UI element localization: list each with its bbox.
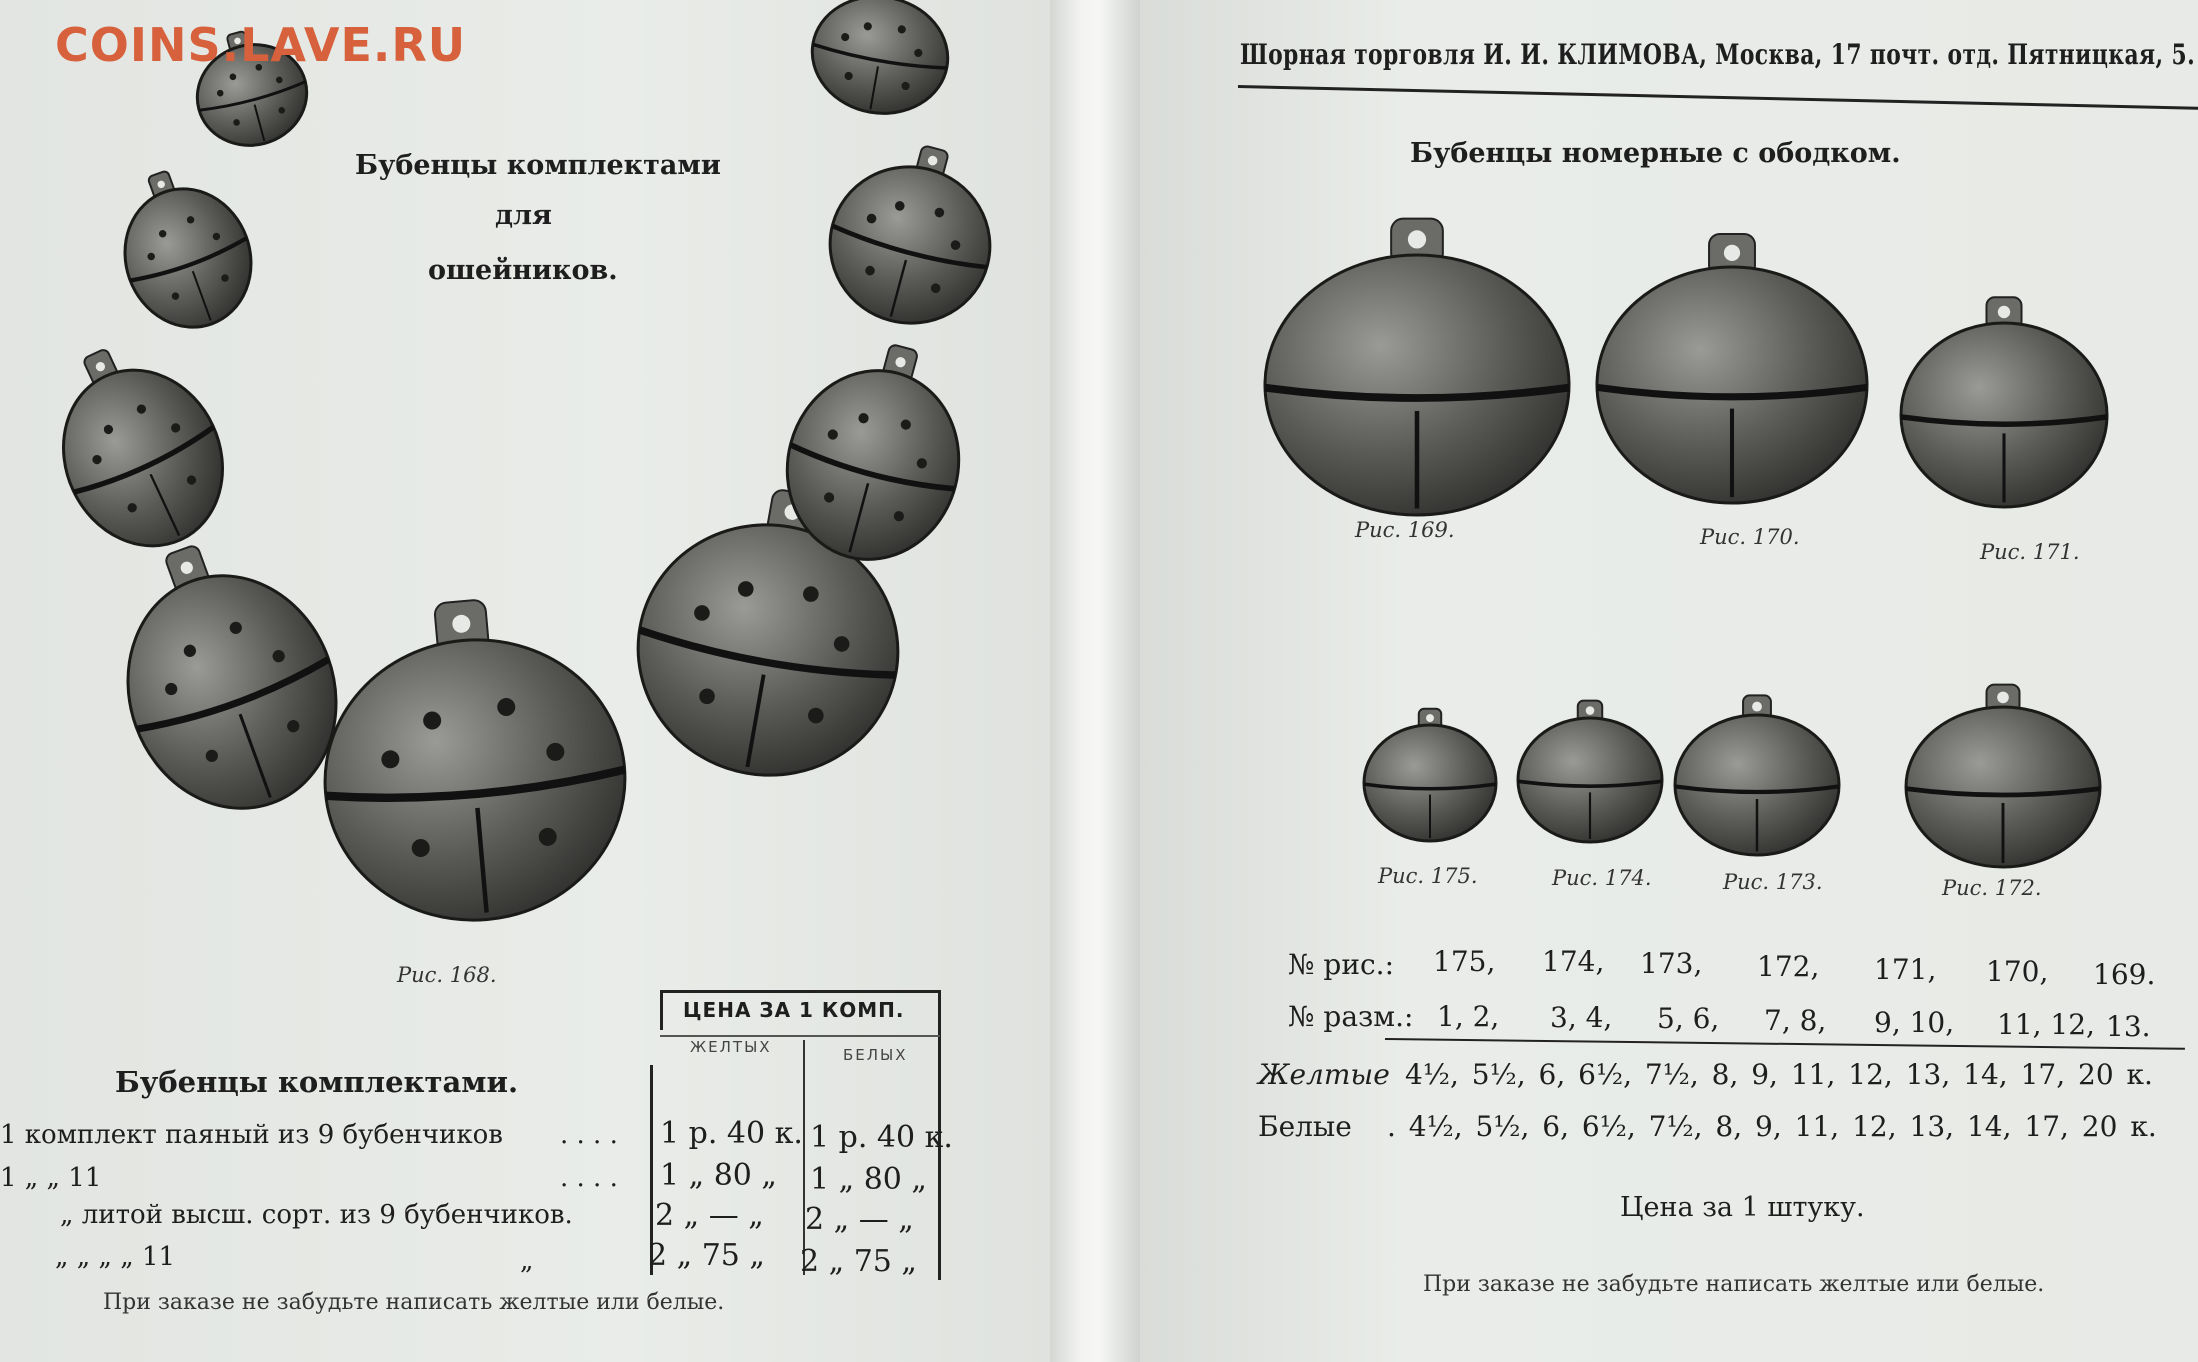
row-desc: „ литой высш. сорт. из 9 бубенчиков. <box>60 1200 573 1230</box>
bell-illustrations-169-175 <box>1140 0 2198 1362</box>
row-desc: 1 „ „ 11 <box>0 1163 102 1193</box>
left-page <box>0 0 1050 1362</box>
size-number: 7, 8, <box>1764 1004 1827 1037</box>
size-number: 3, 4, <box>1550 1001 1613 1034</box>
bell-icon <box>803 0 960 124</box>
row-price-white: 2 „ — „ <box>805 1202 914 1237</box>
left-order-note: При заказе не забудьте написать желтые или белые. <box>103 1290 725 1315</box>
bell-icon <box>25 321 251 572</box>
fig-number: 171, <box>1874 953 1937 986</box>
bell-icon <box>310 588 637 932</box>
row-price-white: 2 „ 75 „ <box>800 1244 917 1279</box>
row-desc: „ „ „ „ 11 <box>55 1242 176 1272</box>
fig-number: 172, <box>1757 950 1820 983</box>
figure-caption-171: Рис. 171. <box>1980 540 2080 564</box>
fig-number: 170, <box>1986 955 2049 988</box>
row-dots: . . . . <box>560 1120 618 1150</box>
yellow-label: Желтые <box>1258 1058 1390 1091</box>
row-desc: 1 комплект паяный из 9 бубенчиков <box>0 1120 503 1150</box>
size-number: 1, 2, <box>1437 1000 1500 1033</box>
fig-number: 174, <box>1542 945 1605 978</box>
bell-icon <box>1364 709 1496 841</box>
size-number-label: № разм.: <box>1288 1000 1414 1033</box>
size-number: 11, 12, <box>1997 1008 2095 1041</box>
size-number: 13. <box>2106 1010 2151 1043</box>
col-yellow-header: ЖЕЛТЫХ <box>690 1038 772 1056</box>
figure-caption-168: Рис. 168. <box>397 963 497 987</box>
figure-caption-174: Рис. 174. <box>1552 866 1652 890</box>
size-number: 5, 6, <box>1657 1002 1720 1035</box>
figure-caption-175: Рис. 175. <box>1378 864 1478 888</box>
book-gutter <box>1050 0 1140 1362</box>
white-prices: . 4½, 5½, 6, 6½, 7½, 8, 9, 11, 12, 13, 14, 17, 20 к. <box>1387 1110 2157 1143</box>
bell-icon <box>1901 297 2107 507</box>
figure-caption-169: Рис. 169. <box>1355 518 1455 542</box>
bell-icon <box>1597 234 1867 503</box>
right-order-note: При заказе не забудьте написать желтые или белые. <box>1423 1272 2045 1297</box>
figure-caption-170: Рис. 170. <box>1700 525 1800 549</box>
row-dots: . . . . <box>560 1163 618 1193</box>
row-price-yellow: 1 р. 40 к. <box>660 1116 803 1151</box>
row-price-yellow: 2 „ 75 „ <box>648 1238 765 1273</box>
figure-caption-172: Рис. 172. <box>1942 876 2042 900</box>
fig-number: 173, <box>1640 947 1703 980</box>
size-number: 9, 10, <box>1874 1006 1955 1039</box>
bell-icon <box>1265 219 1569 515</box>
left-title-line2: для <box>495 200 552 231</box>
price-per-unit: Цена за 1 штуку. <box>1620 1192 1865 1223</box>
left-title-line3: ошейников. <box>428 255 618 286</box>
bell-icon <box>1906 685 2100 867</box>
row-price-white: 1 р. 40 к. <box>810 1120 953 1155</box>
bell-icon <box>813 128 1014 341</box>
shop-header: Шорная торговля И. И. КЛИМОВА, Москва, 17 почт. отд. Пятницкая, 5. <box>1240 38 2196 71</box>
fig-number: 169. <box>2093 958 2156 991</box>
figure-caption-173: Рис. 173. <box>1723 870 1823 894</box>
row-dots: „ <box>520 1246 534 1276</box>
watermark-logo: COINS.LAVE.RU <box>55 18 467 72</box>
right-title: Бубенцы номерные с ободком. <box>1410 138 1901 169</box>
row-price-white: 1 „ 80 „ <box>810 1162 927 1197</box>
row-price-yellow: 1 „ 80 „ <box>660 1158 777 1193</box>
left-subtitle: Бубенцы комплектами. <box>115 1065 519 1099</box>
right-page <box>1140 0 2198 1362</box>
bell-icon <box>99 153 270 345</box>
white-label: Белые <box>1258 1110 1352 1143</box>
row-price-yellow: 2 „ — „ <box>655 1198 764 1233</box>
yellow-prices: 4½, 5½, 6, 6½, 7½, 8, 9, 11, 12, 13, 14, 17, 20 к. <box>1405 1058 2153 1091</box>
fig-number-label: № рис.: <box>1288 948 1394 981</box>
bell-icon <box>1518 701 1662 842</box>
col-white-header: БЕЛЫХ <box>843 1046 908 1064</box>
bell-icon <box>1675 695 1839 855</box>
price-box-header: ЦЕНА ЗА 1 КОМП. <box>683 998 905 1022</box>
left-title-line1: Бубенцы комплектами <box>355 150 721 181</box>
fig-number: 175, <box>1433 945 1496 978</box>
